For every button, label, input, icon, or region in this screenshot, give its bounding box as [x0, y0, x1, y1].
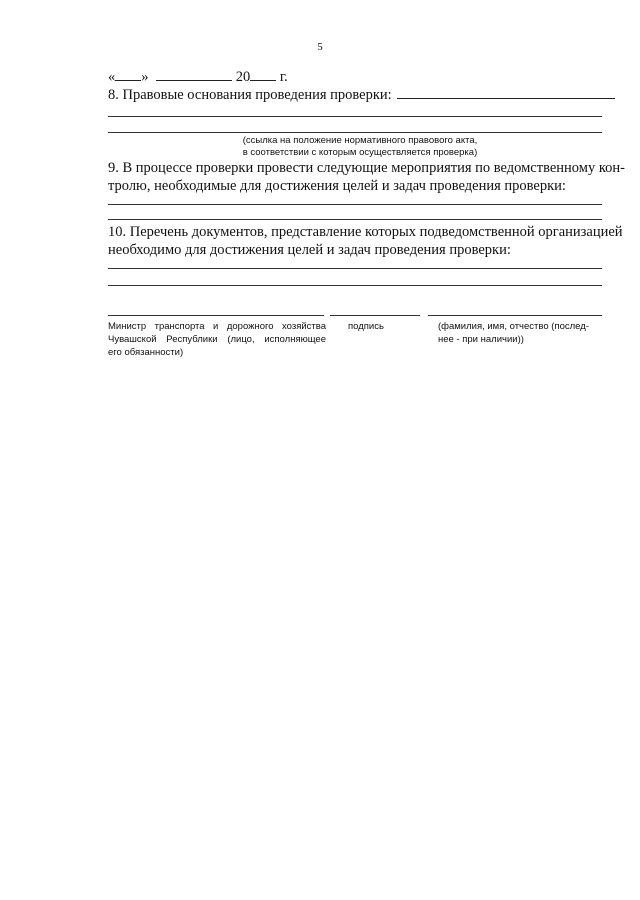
- official-position-line[interactable]: [108, 315, 324, 316]
- official-position-label: [108, 320, 326, 359]
- activities-line[interactable]: [108, 204, 602, 205]
- year-prefix: 20: [235, 69, 251, 85]
- section-10-line: 10. Перечень документов, представление которых подведомственной организацией: [108, 224, 623, 240]
- section-10-line: необходимо для достижения целей и задач проведения проверки:: [108, 242, 511, 258]
- legal-basis-line[interactable]: [108, 116, 602, 117]
- month-blank[interactable]: [156, 68, 232, 81]
- year-blank[interactable]: [250, 68, 276, 81]
- official-label-line: Министр транспорта и дорожного хозяйства: [108, 321, 326, 332]
- legal-basis-blank[interactable]: [397, 86, 615, 99]
- year-suffix: г.: [279, 69, 288, 85]
- section-9-line: 9. В процессе проверки провести следующие мероприятия по ведомственному кон-: [108, 160, 625, 176]
- date-open-quote: «: [108, 69, 116, 85]
- full-name-label-line: (фамилия, имя, отчество (послед-: [438, 321, 589, 332]
- day-blank[interactable]: [115, 68, 141, 81]
- legal-basis-line[interactable]: [108, 132, 602, 133]
- full-name-label-line: нее - при наличии)): [438, 334, 524, 345]
- full-name-label: [438, 320, 600, 346]
- section-8: [108, 86, 615, 104]
- official-label-line: его обязанности): [108, 347, 184, 358]
- full-name-line[interactable]: [428, 315, 602, 316]
- signature-line[interactable]: [330, 315, 420, 316]
- signature-label: подпись: [348, 321, 384, 332]
- documents-line[interactable]: [108, 268, 602, 269]
- official-label-line: Чувашской Республики (лицо, исполняющее: [108, 334, 326, 345]
- documents-line[interactable]: [108, 285, 602, 286]
- date-close-quote: »: [141, 69, 149, 85]
- date-line: [108, 68, 288, 86]
- page-number: 5: [317, 41, 323, 53]
- caption-line: в соответствии с которым осуществляется проверка): [242, 147, 478, 158]
- caption-line: (ссылка на положение нормативного правового акта,: [242, 135, 478, 146]
- section-9-line: тролю, необходимые для достижения целей и задач проведения проверки:: [108, 178, 566, 194]
- section-8-label: 8. Правовые основания проведения проверки:: [108, 87, 392, 103]
- activities-line[interactable]: [108, 219, 602, 220]
- legal-basis-caption: [220, 135, 500, 159]
